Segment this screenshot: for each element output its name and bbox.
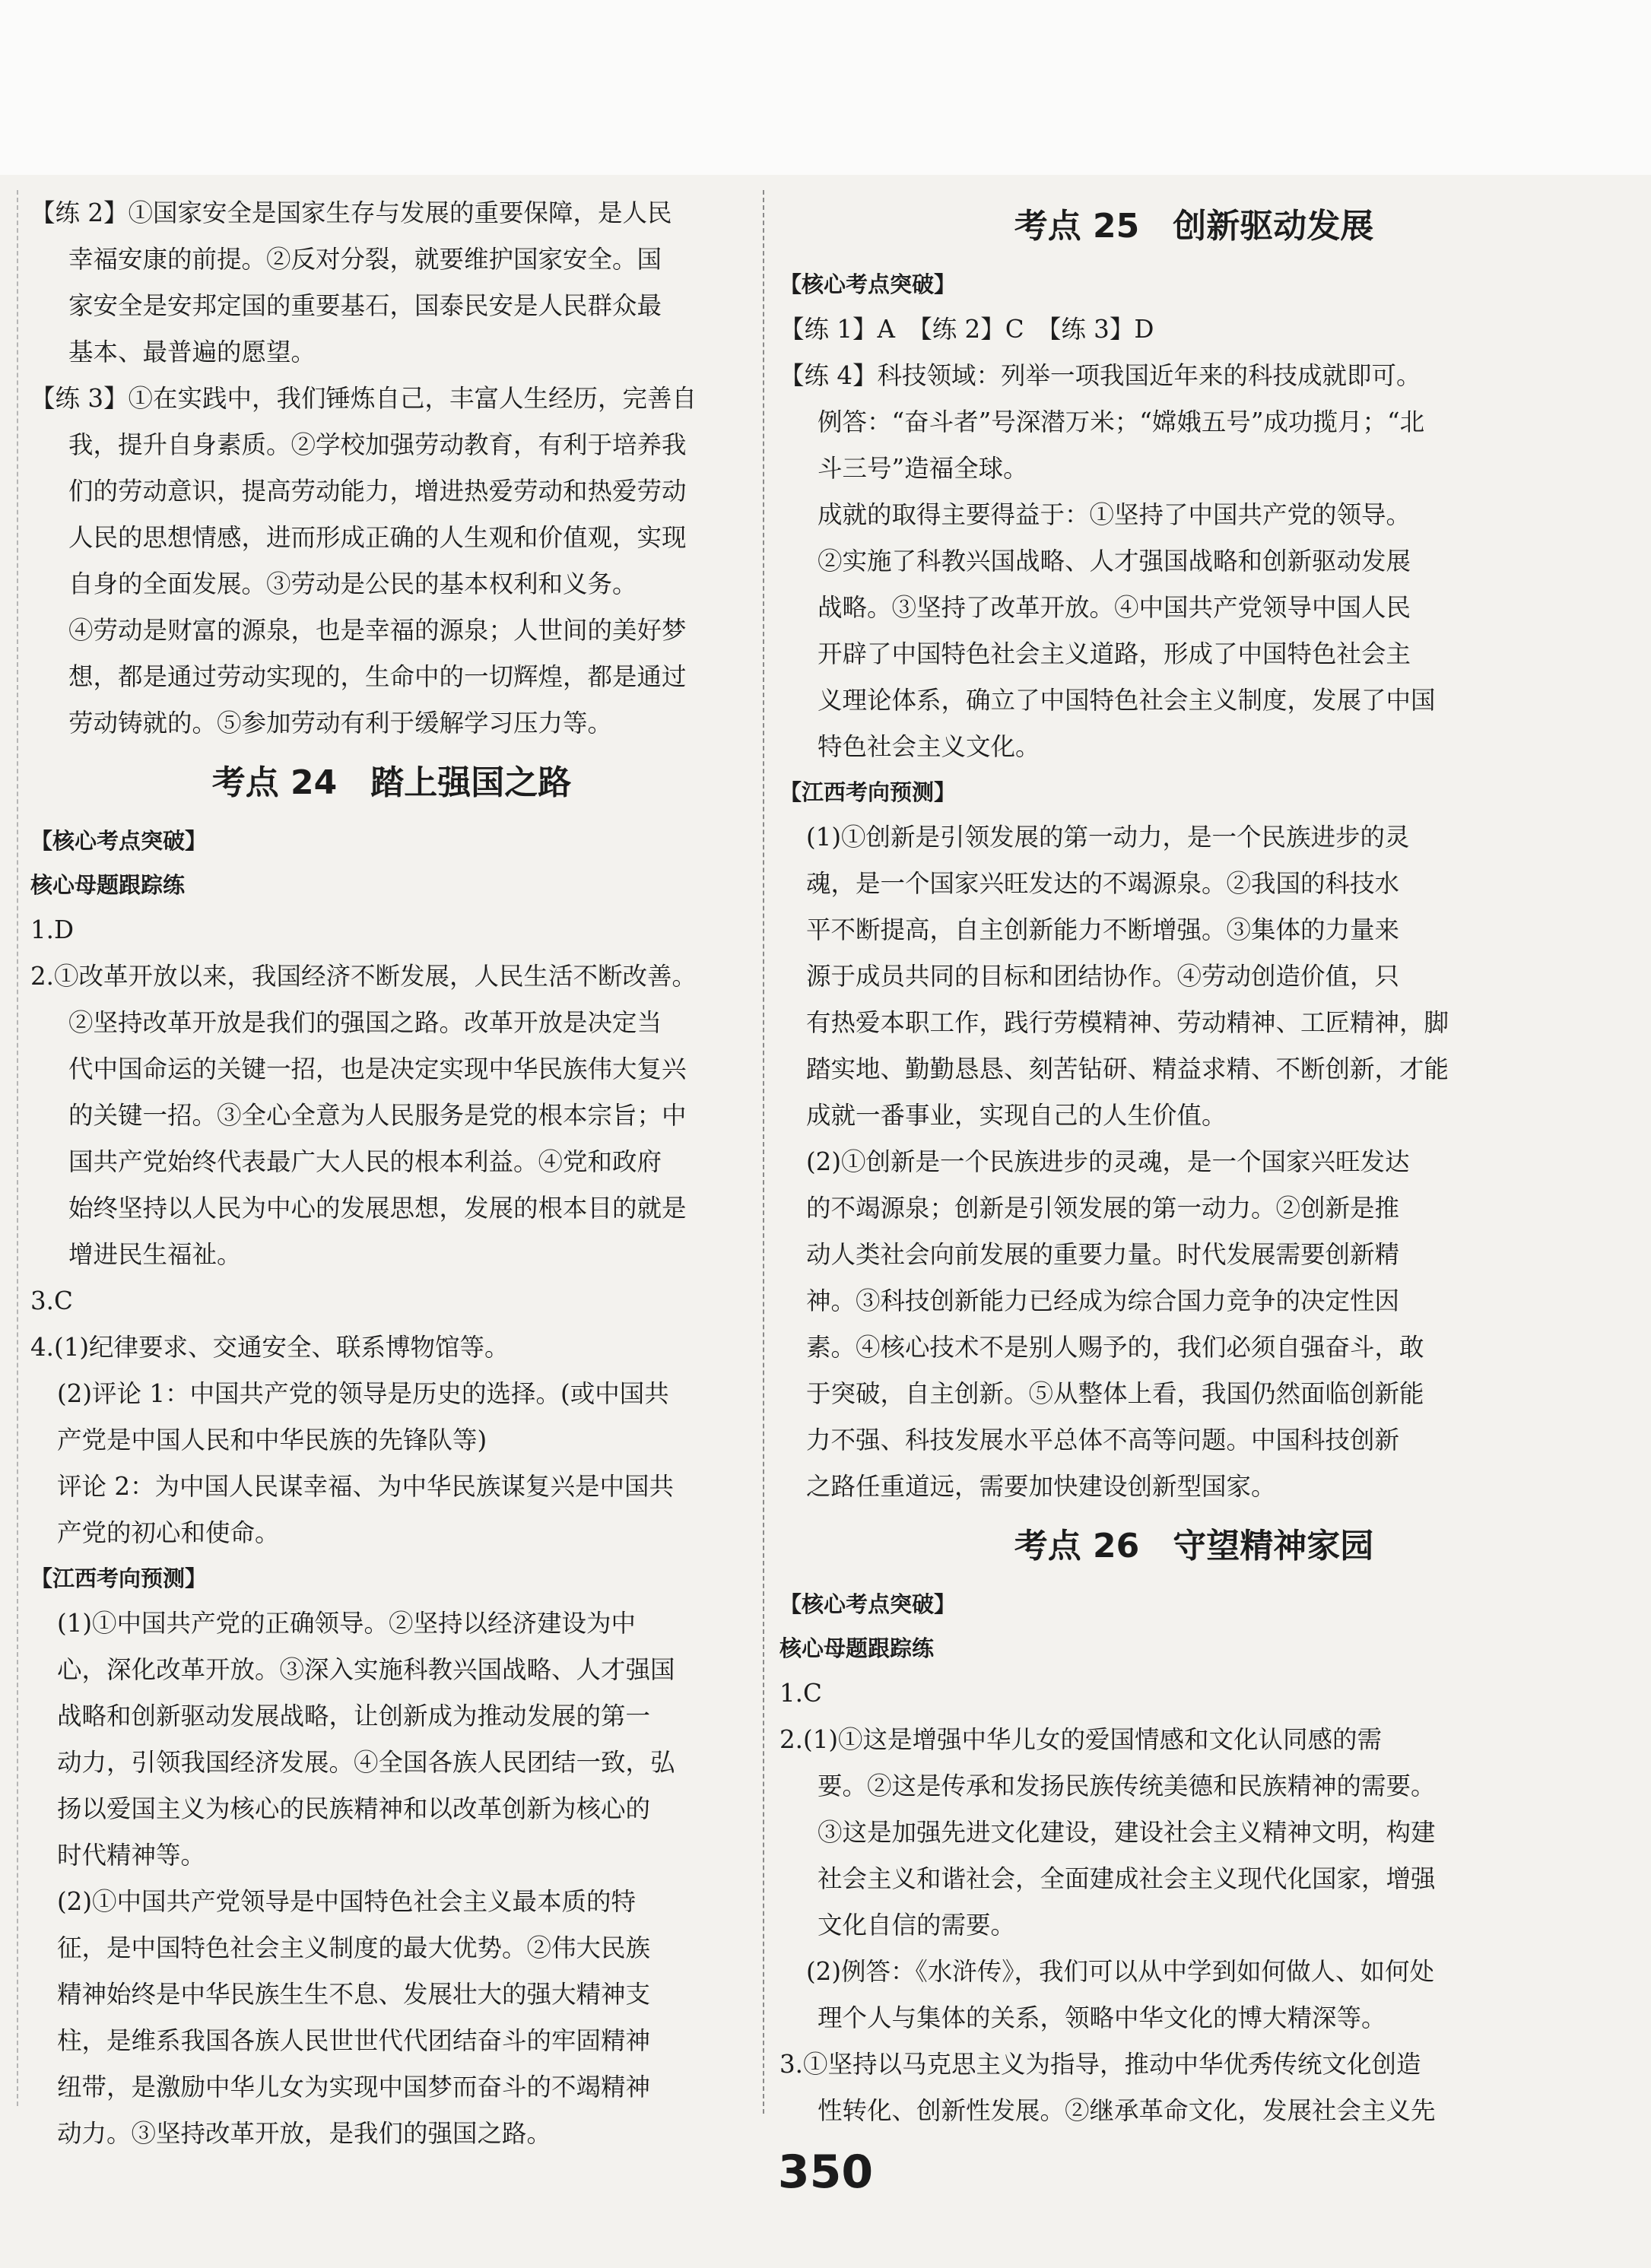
text-line: 想，都是通过劳动实现的，生命中的一切辉煌，都是通过 [68,662,687,691]
text-line: 产党的初心和使命。 [57,1518,280,1547]
practice-2-answer [30,190,753,376]
text-line: 时代精神等。 [57,1841,206,1870]
text-line: 之路任重道远，需要加快建设创新型国家。 [806,1472,1276,1501]
answer-3 [779,2041,1608,2134]
practice-3-answer [30,376,753,747]
answer-4-part-1: 4.(1)纪律要求、交通安全、联系博物馆等。 [30,1333,510,1362]
answer-1: 1.D [30,915,75,944]
text-line: 产党是中国人民和中华民族的先锋队等) [57,1426,487,1454]
text-line: 于突破，自主创新。⑤从整体上看，我国仍然面临创新能 [806,1379,1424,1408]
text-line: 性转化、创新性发展。②继承革命文化，发展社会主义先 [818,2096,1436,2125]
left-margin-rule [17,190,18,2106]
text-line: 有热爱本职工作，践行劳模精神、劳动精神、工匠精神，脚 [806,1008,1449,1037]
text-line: 代中国命运的关键一招，也是决定实现中华民族伟大复兴 [68,1055,687,1083]
text-line: 柱，是维系我国各族人民世世代代团结奋斗的牢固精神 [57,2026,651,2055]
text-line: 评论 2：为中国人民谋幸福、为中华民族谋复兴是中国共 [57,1472,675,1501]
text-line: (2)①创新是一个民族进步的灵魂，是一个国家兴旺发达 [806,1147,1410,1176]
text-line: 纽带，是激励中华儿女为实现中国梦而奋斗的不竭精神 [57,2073,651,2101]
text-line: 踏实地、勤勤恳恳、刻苦钻研、精益求精、不断创新，才能 [806,1055,1449,1083]
topic-26-title: 考点 26 守望精神家园 [1014,1527,1374,1565]
answer-4-part-2 [30,1371,753,1464]
practice-1-3-answers: 【练 1】A 【练 2】C 【练 3】D [779,315,1154,344]
text-line: 【练 2】①国家安全是国家生存与发展的重要保障，是人民 [30,198,672,227]
text-line: 义理论体系，确立了中国特色社会主义制度，发展了中国 [818,686,1436,715]
answer-1: 1.C [779,1679,822,1708]
text-line: 魂，是一个国家兴旺发达的不竭源泉。②我国的科技水 [806,869,1400,898]
core-breakthrough-heading: 【核心考点突破】 [30,828,208,854]
text-line: 平不断提高，自主创新能力不断增强。③集体的力量来 [806,915,1400,944]
text-line: 素。④核心技术不是别人赐予的，我们必须自强奋斗，敢 [806,1333,1424,1362]
text-line: 动力，引领我国经济发展。④全国各族人民团结一致，弘 [57,1748,675,1777]
jiangxi-answer-1 [779,814,1608,1139]
text-line: 社会主义和谐社会，全面建成社会主义现代化国家，增强 [818,1864,1436,1893]
text-line: 神。③科技创新能力已经成为综合国力竞争的决定性因 [806,1286,1400,1315]
text-line: 战略。③坚持了改革开放。④中国共产党领导中国人民 [818,593,1411,622]
text-line: 幸福安康的前提。②反对分裂，就要维护国家安全。国 [68,245,662,274]
text-line: 我，提升自身素质。②学校加强劳动教育，有利于培养我 [68,430,687,459]
text-line: 家安全是安邦定国的重要基石，国泰民安是人民群众最 [68,291,662,320]
text-line: 成就一番事业，实现自己的人生价值。 [806,1101,1227,1130]
topic-24-title: 考点 24 踏上强国之路 [211,763,572,802]
text-line: 力不强、科技发展水平总体不高等问题。中国科技创新 [806,1426,1400,1454]
topic-25-title: 考点 25 创新驱动发展 [1014,207,1374,246]
answer-2-part-2 [779,1949,1608,2041]
text-line: 征，是中国特色社会主义制度的最大优势。②伟大民族 [57,1933,651,1962]
text-line: 文化自信的需要。 [818,1911,1016,1940]
text-line: ②坚持改革开放是我们的强国之路。改革开放是决定当 [68,1008,662,1037]
text-line: (2)评论 1：中国共产党的领导是历史的选择。(或中国共 [57,1379,669,1408]
text-line: 劳动铸就的。⑤参加劳动有利于缓解学习压力等。 [68,709,613,737]
text-line: 特色社会主义文化。 [818,732,1040,761]
answer-4-comment-2 [30,1464,753,1556]
answer-3: 3.C [30,1286,73,1315]
text-line: 源于成员共同的目标和团结协作。④劳动创造价值，只 [806,962,1400,991]
jiangxi-forecast-heading: 【江西考向预测】 [30,1565,208,1591]
text-line: ③这是加强先进文化建设，建设社会主义精神文明，构建 [818,1818,1436,1847]
page-header-band [0,0,1651,175]
text-line: 动人类社会向前发展的重要力量。时代发展需要创新精 [806,1240,1400,1269]
text-line: 自身的全面发展。③劳动是公民的基本权利和义务。 [68,569,637,598]
text-line: 人民的思想情感，进而形成正确的人生观和价值观，实现 [68,523,687,552]
jiangxi-answer-2 [779,1139,1608,1510]
text-line: 成就的取得主要得益于：①坚持了中国共产党的领导。 [818,500,1411,529]
text-line: 心，深化改革开放。③深入实施科教兴国战略、人才强国 [57,1655,675,1684]
column-divider [763,190,764,2114]
text-line: 开辟了中国特色社会主义道路，形成了中国特色社会主 [818,639,1411,668]
tracking-practice-heading: 核心母题跟踪练 [30,872,186,898]
practice-4-reasons [779,492,1608,770]
jiangxi-answer-2 [30,1879,753,2157]
text-line: 的不竭源泉；创新是引领发展的第一动力。②创新是推 [806,1194,1400,1223]
text-line: (1)①创新是引领发展的第一动力，是一个民族进步的灵 [806,823,1410,852]
text-line: 国共产党始终代表最广大人民的根本利益。④党和政府 [68,1147,662,1176]
core-breakthrough-heading: 【核心考点突破】 [779,271,957,297]
text-line: 2.(1)①这是增强中华儿女的爱国情感和文化认同感的需 [779,1725,1383,1754]
text-line: ②实施了科教兴国战略、人才强国战略和创新驱动发展 [818,547,1411,576]
text-line: 例答：“奋斗者”号深潜万米；“嫦娥五号”成功揽月；“北 [818,408,1425,436]
jiangxi-forecast-heading: 【江西考向预测】 [779,779,957,805]
text-line: 的关键一招。③全心全意为人民服务是党的根本宗旨；中 [68,1101,687,1130]
text-line: 们的劳动意识，提高劳动能力，增进热爱劳动和热爱劳动 [68,477,687,506]
text-line: 增进民生福祉。 [68,1240,242,1269]
text-line: 理个人与集体的关系，领略中华文化的博大精深等。 [818,2003,1386,2032]
text-line: 战略和创新驱动发展战略，让创新成为推动发展的第一 [57,1702,651,1730]
text-line: 动力。③坚持改革开放，是我们的强国之路。 [57,2119,552,2148]
text-line: 【练 4】科技领域：列举一项我国近年来的科技成就即可。 [779,361,1421,390]
text-line: 【练 3】①在实践中，我们锤炼自己，丰富人生经历，完善自 [30,384,697,413]
text-line: 斗三号”造福全球。 [818,454,1028,483]
text-line: 精神始终是中华民族生生不息、发展壮大的强大精神支 [57,1980,651,2009]
practice-4-answer [779,353,1608,492]
text-line: 2.①改革开放以来，我国经济不断发展，人民生活不断改善。 [30,962,697,991]
answer-2-part-1 [779,1717,1608,1949]
text-line: 基本、最普遍的愿望。 [68,338,316,366]
text-line: (2)①中国共产党领导是中国特色社会主义最本质的特 [57,1887,637,1916]
left-column [30,190,753,2157]
text-line: ④劳动是财富的源泉，也是幸福的源泉；人世间的美好梦 [68,616,687,645]
text-line: (1)①中国共产党的正确领导。②坚持以经济建设为中 [57,1609,637,1638]
jiangxi-answer-1 [30,1600,753,1879]
page-number: 350 [777,2146,874,2199]
text-line: (2)例答：《水浒传》，我们可以从中学到如何做人、如何处 [806,1957,1435,1986]
core-breakthrough-heading: 【核心考点突破】 [779,1591,957,1617]
text-line: 3.①坚持以马克思主义为指导，推动中华优秀传统文化创造 [779,2050,1421,2079]
text-line: 扬以爱国主义为核心的民族精神和以改革创新为核心的 [57,1794,651,1823]
text-line: 要。②这是传承和发扬民族传统美德和民族精神的需要。 [818,1772,1436,1800]
right-column [779,190,1608,2134]
answer-2 [30,953,753,1278]
text-line: 始终坚持以人民为中心的发展思想，发展的根本目的就是 [68,1194,687,1223]
tracking-practice-heading: 核心母题跟踪练 [779,1635,935,1661]
